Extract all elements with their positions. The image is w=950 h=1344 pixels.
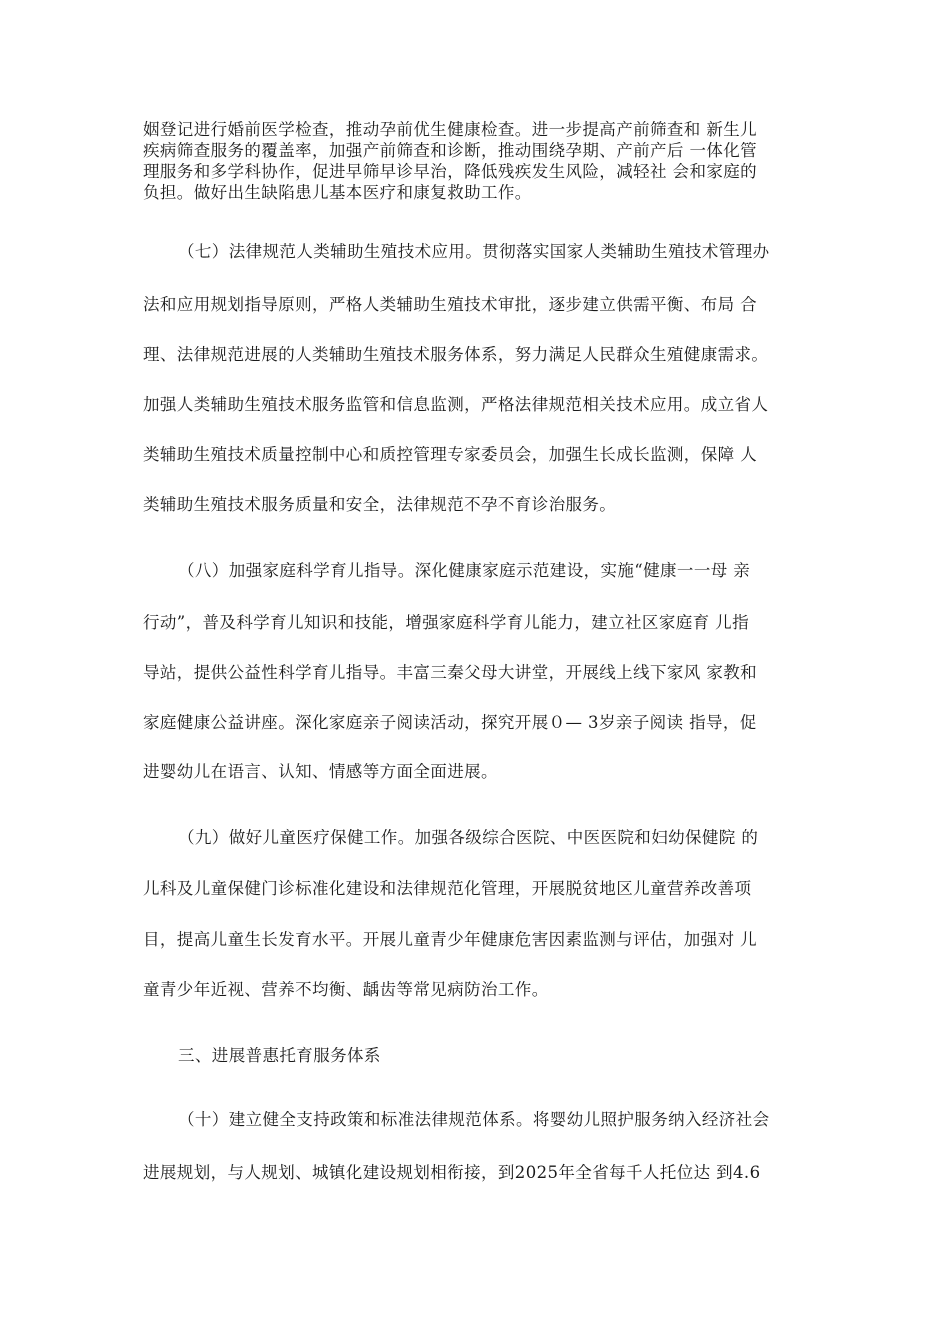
paragraph-6-line-2: 疾病筛查服务的覆盖率，加强产前筛查和诊断，推动围绕孕期、产前产后 一体化管 — [143, 141, 758, 160]
paragraph-8-line-4: 家庭健康公益讲座。深化家庭亲子阅读活动，探究开展０— 3岁亲子阅读 指导，促 — [143, 713, 757, 732]
paragraph-10-line-2: 进展规划，与人规划、城镇化建设规划相衔接，到2025年全省每千人托位达 到4.6 — [143, 1163, 761, 1182]
paragraph-7-line-5: 类辅助生殖技术质量控制中心和质控管理专家委员会，加强生长成长监测，保障 人 — [143, 445, 758, 464]
paragraph-7-line-4: 加强人类辅助生殖技术服务监管和信息监测，严格法律规范相关技术应用。成立省人 — [143, 395, 769, 414]
paragraph-7-line-6: 类辅助生殖技术服务质量和安全，法律规范不孕不育诊治服务。 — [143, 495, 617, 514]
paragraph-8-line-3: 导站，提供公益性科学育儿指导。丰富三秦父母大讲堂，开展线上线下家风 家教和 — [143, 663, 758, 682]
paragraph-6-line-1: 姻登记进行婚前医学检查，推动孕前优生健康检查。进一步提高产前筛查和 新生儿 — [143, 120, 758, 139]
section-3-heading: 三、进展普惠托育服务体系 — [178, 1046, 381, 1065]
paragraph-7-line-2: 法和应用规划指导原则，严格人类辅助生殖技术审批，逐步建立供需平衡、布局 合 — [143, 295, 758, 314]
paragraph-8-line-2: 行动”，普及科学育儿知识和技能，增强家庭科学育儿能力，建立社区家庭育 儿指 — [143, 613, 749, 632]
paragraph-9-line-4: 童青少年近视、营养不均衡、龋齿等常见病防治工作。 — [143, 980, 549, 999]
paragraph-6-line-3: 理服务和多学科协作，促进早筛早诊早治，降低残疾发生风险，减轻社 会和家庭的 — [143, 162, 758, 181]
paragraph-7-line-1: （七）法律规范人类辅助生殖技术应用。贯彻落实国家人类辅助生殖技术管理办 — [178, 242, 770, 261]
paragraph-8-line-5: 进婴幼儿在语言、认知、情感等方面全面进展。 — [143, 762, 498, 781]
paragraph-10-line-1: （十）建立健全支持政策和标准法律规范体系。将婴幼儿照护服务纳入经济社会 — [178, 1110, 770, 1129]
paragraph-7-line-3: 理、法律规范进展的人类辅助生殖技术服务体系，努力满足人民群众生殖健康需求。 — [143, 345, 769, 364]
paragraph-9-line-1: （九）做好儿童医疗保健工作。加强各级综合医院、中医医院和妇幼保健院 的 — [178, 828, 759, 847]
paragraph-6-line-4: 负担。做好出生缺陷患儿基本医疗和康复救助工作。 — [143, 183, 532, 202]
paragraph-8-line-1: （八）加强家庭科学育儿指导。深化健康家庭示范建设，实施“健康一一母 亲 — [178, 561, 751, 580]
paragraph-9-line-2: 儿科及儿童保健门诊标准化建设和法律规范化管理，开展脱贫地区儿童营养改善项 — [143, 879, 752, 898]
paragraph-9-line-3: 目，提高儿童生长发育水平。开展儿童青少年健康危害因素监测与评估，加强对 儿 — [143, 930, 758, 949]
